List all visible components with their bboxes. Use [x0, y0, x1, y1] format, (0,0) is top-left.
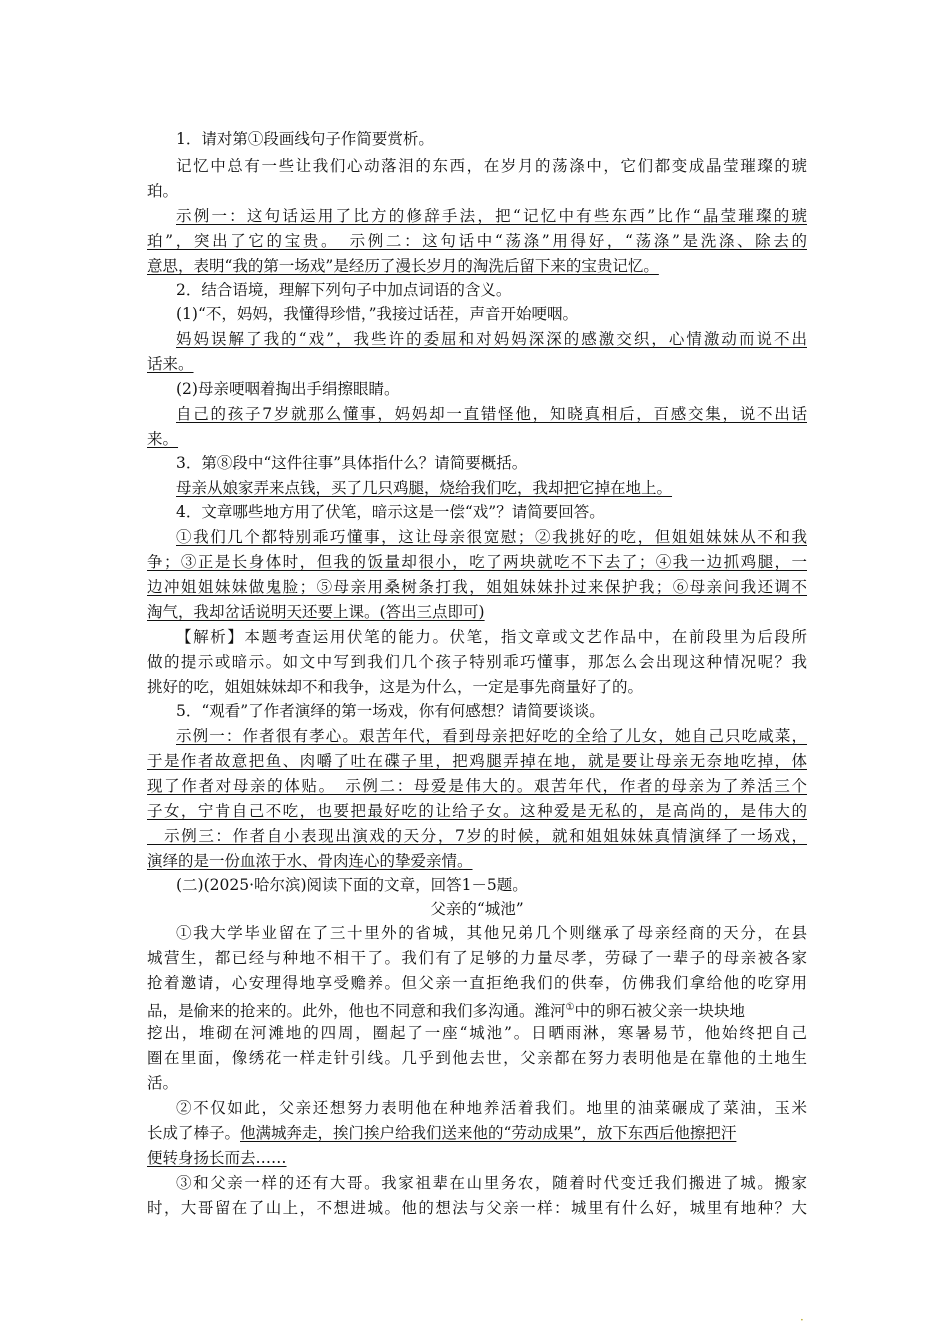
- q2-title: 2．结合语境，理解下列句子中加点词语的含义。: [176, 281, 512, 299]
- q4-title: 4．文章哪些地方用了伏笔，暗示这是一偿“戏”？请简要回答。: [176, 503, 605, 521]
- article-title: 父亲的“城池”: [430, 900, 524, 918]
- q2-answer-2-line: 自己的孩子7岁就那么懂事，妈妈却一直错怪他，知晓真相后，百感交集，说不出话: [176, 405, 807, 423]
- article-p1-text: 中的卵石被父亲一块块地: [574, 1002, 745, 1021]
- q5-title: 5．“观看”了作者演绎的第一场戏，你有何感想？请简要谈谈。: [176, 702, 605, 720]
- article-p2-line: [147, 1121, 807, 1145]
- q4-analysis-line: 【解析】本题考查运用伏笔的能力。伏笔，指文章或文艺作品中，在前段里为后段所: [176, 628, 807, 646]
- q2-sentence-1: (1)“不，妈妈，我懂得珍惜，”我接过话茬，声音开始哽咽。: [176, 305, 579, 323]
- article-p2-line: 便转身扬长而去……: [147, 1149, 287, 1167]
- article-p2-underlined: 他满城奔走，挨门挨户给我们送来他的“劳动成果”，放下东西后他擦把汗: [240, 1124, 737, 1142]
- q1-answer-line: 意思，表明“我的第一场戏”是经历了漫长岁月的淘洗后留下来的宝贵记忆。: [147, 257, 659, 275]
- article-p2-line: ②不仅如此，父亲还想努力表明他在种地养活着我们。地里的油菜碾成了菜油，玉米: [176, 1099, 807, 1117]
- q3-answer: 母亲从娘家弄来点钱，买了几只鸡腿，烧给我们吃，我却把它掉在地上。: [176, 479, 673, 497]
- article-p1-line: 城营生，都已经与种地不相干了。我们有了足够的力量尽孝，劳碌了一辈子的母亲被各家: [147, 949, 807, 967]
- q5-answer-line: 演绎的是一份血浓于水、骨肉连心的挚爱亲情。: [147, 852, 473, 870]
- article-p1-line: 活。: [147, 1074, 179, 1092]
- q2-answer-2-line: 来。: [147, 430, 179, 448]
- q1-quote-line: 记忆中总有一些让我们心动落泪的东西，在岁月的荡涤中，它们都变成晶莹璀璨的琥: [176, 157, 807, 175]
- part2-intro: (二)(2025·哈尔滨)阅读下面的文章，回答1－5题。: [176, 876, 528, 894]
- q2-answer-1-line: 妈妈误解了我的“戏”，我些许的委屈和对妈妈深深的感激交织，心情激动而说不出: [176, 330, 807, 348]
- footnote-marker: ①: [565, 1002, 575, 1013]
- q5-answer-line: 示例一：作者很有孝心。艰苦年代，看到母亲把好吃的全给了儿女，她自己只吃咸菜，: [176, 727, 807, 745]
- q4-analysis-line: 挑好的吃，姐姐妹妹却不和我争，这是为什么，一定是事先商量好了的。: [147, 678, 644, 696]
- q4-analysis-line: 做的提示或暗示。如文中写到我们几个孩子特别乖巧懂事，那怎么会出现这种情况呢？我: [147, 653, 807, 671]
- q5-answer-line: 子女，宁肯自己不吃，也要把最好吃的让给子女。这种爱是无私的，是高尚的，是伟大的: [147, 802, 807, 820]
- article-p1-line: [147, 996, 807, 1023]
- article-p1-line: 挖出，堆砌在河滩地的四周，圈起了一座“城池”。日晒雨淋，寒暑易节，他始终把自己: [147, 1024, 807, 1042]
- article-p3-line: 时，大哥留在了山上，不想进城。他的想法与父亲一样：城里有什么好，城里有地种？大: [147, 1199, 807, 1217]
- q4-answer-line: 边冲姐姐妹妹做鬼脸；⑤母亲用桑树条打我，姐姐妹妹扑过来保护我；⑥母亲问我还调不: [147, 578, 807, 596]
- q1-title: 1．请对第①段画线句子作简要赏析。: [176, 130, 434, 148]
- article-p1-line: ①我大学毕业留在了三十里外的省城，其他兄弟几个则继承了母亲经商的天分，在县: [176, 924, 807, 942]
- q3-title: 3．第⑧段中“这件往事”具体指什么？请简要概括。: [176, 454, 528, 472]
- article-p2-text: 长成了棒子。: [147, 1124, 241, 1142]
- q5-answer-line: 于是作者故意把鱼、肉嚼了吐在碟子里，把鸡腿弄掉在地，就是要让母亲无奈地吃掉，体: [147, 752, 807, 770]
- q1-quote-line: 珀。: [147, 182, 179, 200]
- q4-answer-line: 争；③正是长身体时，但我的饭量却很小，吃了两块就吃不下去了；④我一边抓鸡腿，一: [147, 553, 807, 571]
- margin-mark: ·: [800, 1313, 804, 1327]
- article-p1-line: 抢着邀请，心安理得地享受赡养。但父亲一直拒绝我们的供奉，仿佛我们拿给他的吃穿用: [147, 974, 807, 992]
- q5-answer-line: 现了作者对母亲的体贴。 示例二：母爱是伟大的。艰苦年代，作者的母亲为了养活三个: [147, 777, 807, 795]
- q1-answer-line: 示例一：这句话运用了比方的修辞手法，把“记忆中有些东西”比作“晶莹璀璨的琥: [176, 207, 807, 225]
- article-p1-line: 圈在里面，像绣花一样走针引线。几乎到他去世，父亲都在努力表明他是在靠他的土地生: [147, 1049, 807, 1067]
- q2-answer-1-line: 话来。: [147, 355, 194, 373]
- article-p3-line: ③和父亲一样的还有大哥。我家祖辈在山里务农，随着时代变迁我们搬进了城。搬家: [176, 1174, 807, 1192]
- q2-sentence-2: (2)母亲哽咽着掏出手绢擦眼睛。: [176, 380, 400, 398]
- q1-answer-line: 珀”，突出了它的宝贵。 示例二：这句话中“荡涤”用得好，“荡涤”是洗涤、除去的: [147, 232, 807, 250]
- q4-answer-line: 淘气，我却岔话说明天还要上课。(答出三点即可): [147, 603, 485, 621]
- q4-answer-line: ①我们几个都特别乖巧懂事，这让母亲很宽慰；②我挑好的吃，但姐姐妹妹从不和我: [176, 528, 807, 546]
- article-p1-text: 品，是偷来的抢来的。此外，他也不同意和我们多沟通。潍河: [147, 1002, 566, 1021]
- q5-answer-line: 示例三：作者自小表现出演戏的天分，7岁的时候，就和姐姐妹妹真情演绎了一场戏，: [147, 827, 807, 845]
